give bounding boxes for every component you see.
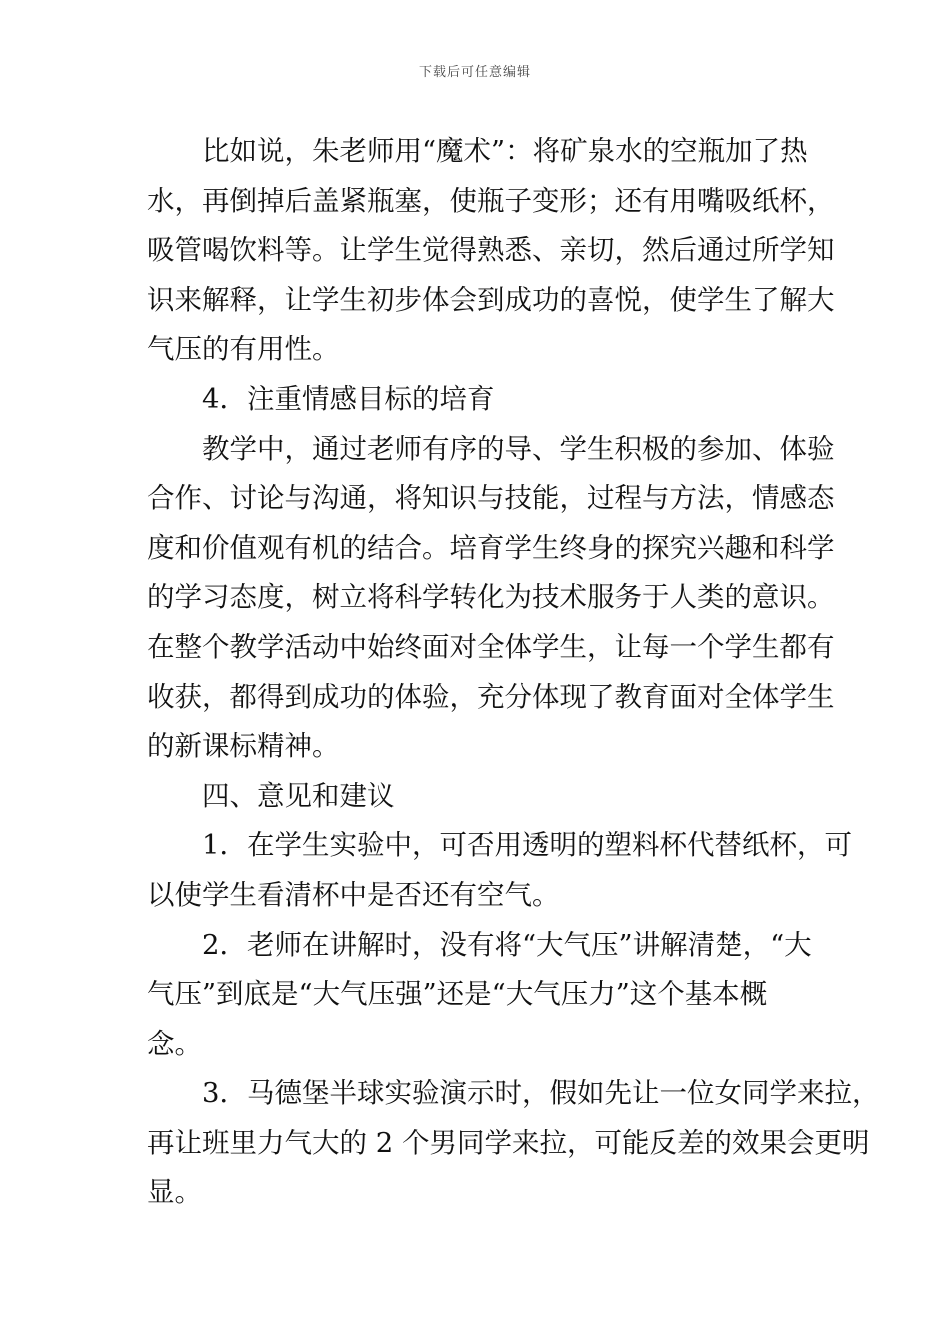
paragraph-line: 吸管喝饮料等。让学生觉得熟悉、亲切，然后通过所学知 [147, 234, 835, 267]
paragraph-line: 气压的有用性。 [147, 333, 340, 366]
paragraph-line: 1．在学生实验中，可否用透明的塑料杯代替纸杯，可 [202, 829, 852, 862]
paragraph-line: 的学习态度，树立将科学转化为技术服务于人类的意识。 [147, 581, 835, 614]
section-heading: 四、意见和建议 [202, 779, 395, 812]
document-body [147, 127, 880, 1218]
paragraph-line: 在整个教学活动中始终面对全体学生，让每一个学生都有 [147, 630, 835, 663]
suggestion-1 [147, 821, 852, 920]
paragraph-line: 识来解释，让学生初步体会到成功的喜悦，使学生了解大 [147, 283, 835, 316]
page-header: 下载后可任意编辑 [418, 65, 531, 80]
paragraph-line: 显。 [147, 1176, 202, 1209]
paragraph-line: 念。 [147, 1027, 202, 1060]
paragraph-line: 气压”到底是“大气压强”还是“大气压力”这个基本概 [147, 978, 768, 1011]
paragraph-line: 度和价值观有机的结合。培育学生终身的探究兴趣和科学 [147, 531, 835, 564]
section-heading: 4．注重情感目标的培育 [202, 382, 495, 415]
paragraph-line: 水，再倒掉后盖紧瓶塞，使瓶子变形；还有用嘴吸纸杯， [147, 184, 835, 217]
paragraph-line: 比如说，朱老师用“魔术”：将矿泉水的空瓶加了热 [202, 135, 808, 167]
paragraph-line: 再让班里力气大的 2 个男同学来拉，可能反差的效果会更明 [147, 1126, 870, 1159]
paragraph-example-magic [147, 127, 835, 375]
paragraph-line: 的新课标精神。 [147, 730, 340, 763]
paragraph-line: 收获，都得到成功的体验，充分体现了教育面对全体学生 [147, 680, 835, 713]
paragraph-teaching [147, 425, 835, 772]
paragraph-line: 合作、讨论与沟通，将知识与技能，过程与方法，情感态 [147, 482, 835, 515]
paragraph-line: 教学中，通过老师有序的导、学生积极的参加、体验 [202, 432, 835, 465]
heading-item-4 [147, 375, 817, 425]
heading-section-four [147, 772, 817, 822]
paragraph-line: 以使学生看清杯中是否还有空气。 [147, 878, 560, 911]
suggestion-2 [147, 921, 817, 1070]
suggestion-3 [147, 1069, 880, 1218]
paragraph-line: 3．马德堡半球实验演示时，假如先让一位女同学来拉， [202, 1077, 880, 1110]
paragraph-line: 2．老师在讲解时，没有将“大气压”讲解清楚，“大 [202, 928, 812, 961]
